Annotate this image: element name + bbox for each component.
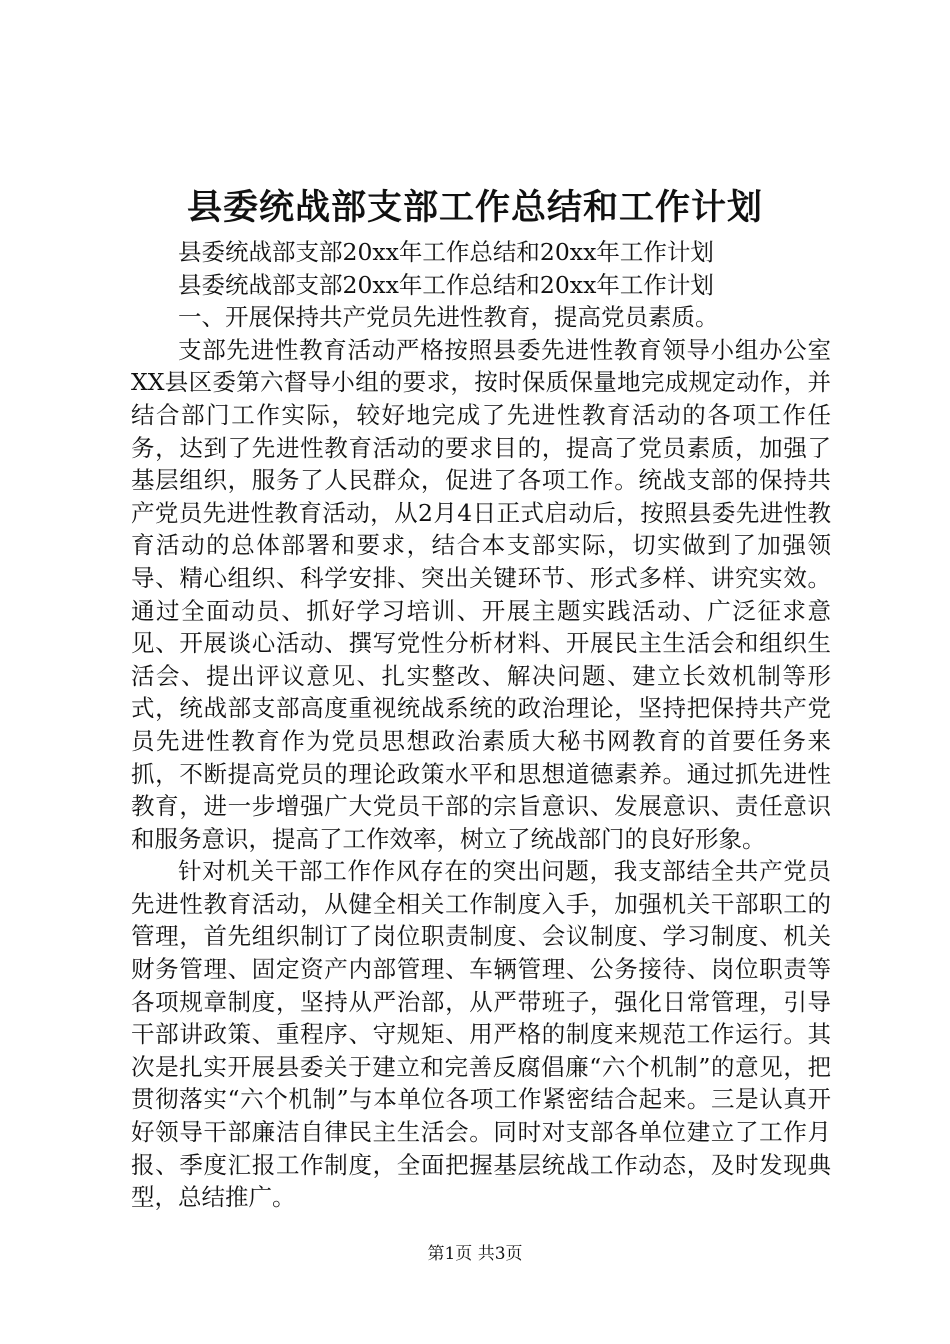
subtitle-line: 县委统战部支部20xx年工作总结和20xx年工作计划 <box>178 238 714 266</box>
body-paragraph: 针对机关干部工作作风存在的突出问题，我支部结全共产党员先进性教育活动，从健全相关工作制度入手，加强机关干部职工的管理，首先组织制订了岗位职责制度、会议制度、学习制度、机关财务管理、固定资产内部管理、车辆管理、公务接待、岗位职责等各项规章制度，坚持从严治部，从严带班子，强化日常管理，引导干部讲政策、重程序、守规矩、用严格的制度来规范工作运行。其次是扎实开展县委关于建立和完善反腐倡廉“六个机制”的意见，把贯彻落实“六个机制”与本单位各项工作紧密结合起来。三是认真开好领导干部廉洁自律民主生活会。同时对支部各单位建立了工作月报、季度汇报工作制度，全面把握基层统战工作动态，及时发现典型，总结推广。 <box>131 857 831 1212</box>
document-title: 县委统战部支部工作总结和工作计划 <box>186 187 763 228</box>
document-body <box>131 236 831 1214</box>
page-number: 第1页 共3页 <box>427 1244 523 1264</box>
section-heading: 一、开展保持共产党员先进性教育，提高党员素质。 <box>178 303 719 332</box>
body-paragraph: 支部先进性教育活动严格按照县委先进性教育领导小组办公室XX县区委第六督导小组的要求，按时保质保量地完成规定动作，并结合部门工作实际，较好地完成了先进性教育活动的各项工作任务，达到了先进性教育活动的要求目的，提高了党员素质，加强了基层组织，服务了人民群众，促进了各项工作。统战支部的保持共产党员先进性教育活动，从2月4日正式启动后，按照县委先进性教育活动的总体部署和要求，结合本支部实际，切实做到了加强领导、精心组织、科学安排、突出关键环节、形式多样、讲究实效。通过全面动员、抓好学习培训、开展主题实践活动、广泛征求意见、开展谈心活动、撰写党性分析材料、开展民主生活会和组织生活会、提出评议意见、扎实整改、解决问题、建立长效机制等形式，统战部支部高度重视统战系统的政治理论，坚持把保持共产党员先进性教育作为党员思想政治素质大秘书网教育的首要任务来抓，不断提高党员的理论政策水平和思想道德素养。通过抓先进性教育，进一步增强广大党员干部的宗旨意识、发展意识、责任意识和服务意识，提高了工作效率，树立了统战部门的良好形象。 <box>131 335 831 853</box>
subtitle-line: 县委统战部支部20xx年工作总结和20xx年工作计划 <box>178 270 714 299</box>
